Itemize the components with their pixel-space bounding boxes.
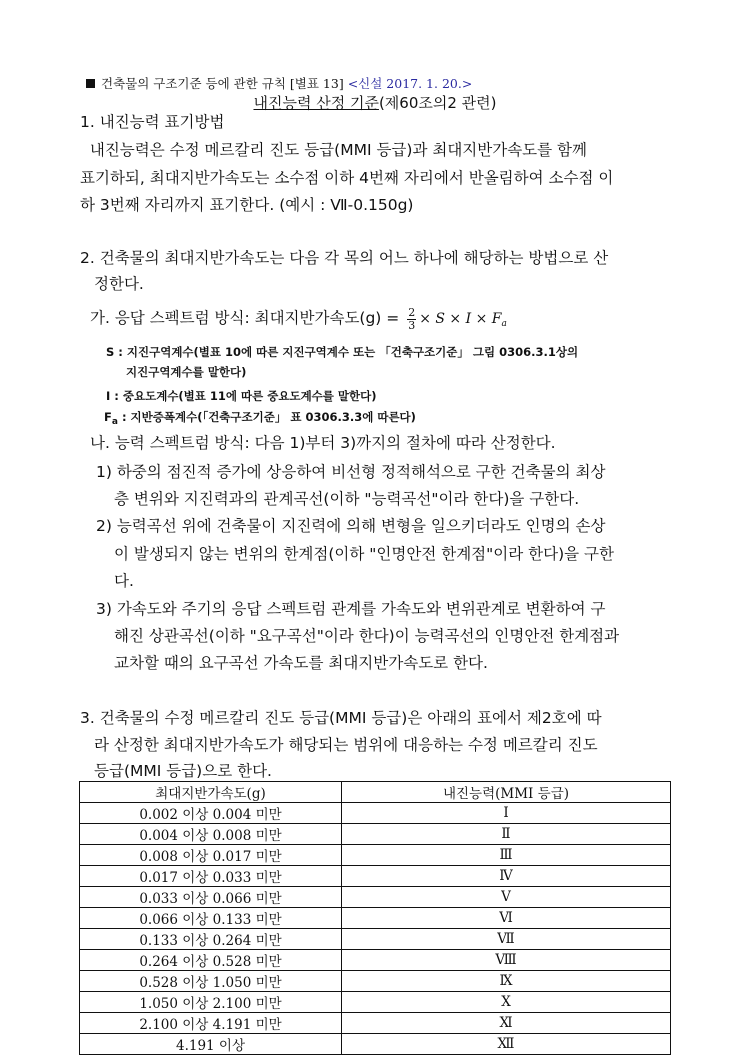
regulation-header <box>86 74 472 92</box>
table-row <box>80 1034 671 1055</box>
table-row <box>80 824 671 845</box>
section3-line1: 3. 건축물의 수정 메르칼리 진도 등급(MMI 등급)은 아래의 표에서 제2호에 따 <box>80 709 602 727</box>
pga-range-cell: 0.264 이상 0.528 미만 <box>80 950 342 971</box>
item2-line1: 2) 능력곡선 위에 건축물이 지진력에 의해 변형을 일으키더라도 인명의 손상 <box>96 517 606 535</box>
section2-line2: 정한다. <box>94 275 144 293</box>
pga-range-cell: 0.002 이상 0.004 미만 <box>80 803 342 824</box>
mmi-grade-cell: Ⅸ <box>342 971 671 992</box>
mmi-grade-cell: Ⅻ <box>342 1034 671 1055</box>
item2-line2: 이 발생되지 않는 변위의 한계점(이하 "인명안전 한계점"이라 한다)을 구한 <box>114 545 614 563</box>
section1-line1: 내진능력은 수정 메르칼리 진도 등급(MMI 등급)과 최대지반가속도를 함께 <box>80 141 588 159</box>
pga-range-cell: 1.050 이상 2.100 미만 <box>80 992 342 1013</box>
table-header-pga: 최대지반가속도(g) <box>80 782 342 803</box>
mmi-grade-cell: Ⅹ <box>342 992 671 1013</box>
section3-line2: 라 산정한 최대지반가속도가 해당되는 범위에 대응하는 수정 메르칼리 진도 <box>94 736 598 754</box>
item1-line2: 층 변위와 지진력과의 관계곡선(이하 "능력곡선"이라 한다)을 구한다. <box>114 490 580 508</box>
table-header-row <box>80 782 671 803</box>
mmi-grade-cell: Ⅷ <box>342 950 671 971</box>
mmi-grade-cell: Ⅵ <box>342 908 671 929</box>
mmi-grade-cell: Ⅰ <box>342 803 671 824</box>
pga-range-cell: 0.033 이상 0.066 미만 <box>80 887 342 908</box>
item1-line1: 1) 하중의 점진적 증가에 상응하여 비선형 정적해석으로 구한 건축물의 최상 <box>96 463 606 481</box>
section1-line2: 표기하되, 최대지반가속도는 소수점 이하 4번째 자리에서 반올림하여 소수점 이 <box>80 169 614 187</box>
pga-range-cell: 0.528 이상 1.050 미만 <box>80 971 342 992</box>
mmi-grade-cell: Ⅳ <box>342 866 671 887</box>
table-header-mmi: 내진능력(MMI 등급) <box>342 782 671 803</box>
item2-line3: 다. <box>114 572 134 590</box>
pga-range-cell: 0.008 이상 0.017 미만 <box>80 845 342 866</box>
table-row <box>80 887 671 908</box>
pga-formula: $\frac{2}{3}$ × $S \times I \times F_a$ <box>408 305 507 332</box>
table-row <box>80 908 671 929</box>
section1-heading: 1. 내진능력 표기방법 <box>80 113 225 131</box>
title-ref: (제60조의2 관련) <box>378 94 497 112</box>
section1-line3: 하 3번째 자리까지 표기한다. (예시 : Ⅶ-0.150g) <box>80 196 414 214</box>
square-bullet-icon <box>86 79 95 88</box>
pga-range-cell: 0.004 이상 0.008 미만 <box>80 824 342 845</box>
section3-line3: 등급(MMI 등급)으로 한다. <box>94 762 272 780</box>
note-i: I : 중요도계수(별표 11에 따른 중요도계수를 말한다) <box>106 389 377 403</box>
ga-label: 가. 응답 스펙트럼 방식: 최대지반가속도(g) = <box>90 309 405 327</box>
mmi-grade-cell: Ⅲ <box>342 845 671 866</box>
pga-range-cell: 0.017 이상 0.033 미만 <box>80 866 342 887</box>
pga-range-cell: 0.133 이상 0.264 미만 <box>80 929 342 950</box>
section2-na-line: 나. 능력 스펙트럼 방식: 다음 1)부터 3)까지의 절차에 따라 산정한다. <box>90 434 556 452</box>
table-row <box>80 929 671 950</box>
pga-range-cell: 4.191 이상 <box>80 1034 342 1055</box>
mmi-grade-cell: Ⅴ <box>342 887 671 908</box>
table-row <box>80 803 671 824</box>
mmi-grade-cell: Ⅱ <box>342 824 671 845</box>
title-main: 내진능력 산정 기준 <box>253 94 379 112</box>
note-fa: $F_a$ : 지반증폭계수(「건축구조기준」 표 0306.3.3에 따른다) <box>104 410 416 427</box>
item3-line2: 해진 상관곡선(이하 "요구곡선"이라 한다)이 능력곡선의 인명안전 한계점과 <box>114 627 620 645</box>
table-row <box>80 845 671 866</box>
mmi-grade-cell: Ⅺ <box>342 1013 671 1034</box>
formula-fraction: $\frac{2}{3}$ <box>408 305 416 332</box>
table-row <box>80 866 671 887</box>
note-s-line2: 지진구역계수를 말한다) <box>126 365 247 379</box>
section2-line1: 2. 건축물의 최대지반가속도는 다음 각 목의 어느 하나에 해당하는 방법으로 산 <box>80 249 609 267</box>
table-row <box>80 971 671 992</box>
pga-range-cell: 2.100 이상 4.191 미만 <box>80 1013 342 1034</box>
section2-ga-line <box>90 302 507 340</box>
note-s-line1: S : 지진구역계수(별표 10에 따른 지진구역계수 또는 「건축구조기준」 그림 0306.3.1상의 <box>106 345 579 359</box>
pga-range-cell: 0.066 이상 0.133 미만 <box>80 908 342 929</box>
table-row <box>80 992 671 1013</box>
table-row <box>80 1013 671 1034</box>
header-date: <신설 2017. 1. 20.> <box>347 76 473 91</box>
table-row <box>80 950 671 971</box>
item3-line3: 교차할 때의 요구곡선 가속도를 최대지반가속도로 한다. <box>114 654 488 672</box>
header-text: 건축물의 구조기준 등에 관한 규칙 [별표 13] <box>101 76 344 91</box>
item3-line1: 3) 가속도와 주기의 응답 스펙트럼 관계를 가속도와 변위관계로 변환하여 구 <box>96 600 606 618</box>
mmi-grade-cell: Ⅶ <box>342 929 671 950</box>
mmi-table <box>79 781 671 1055</box>
